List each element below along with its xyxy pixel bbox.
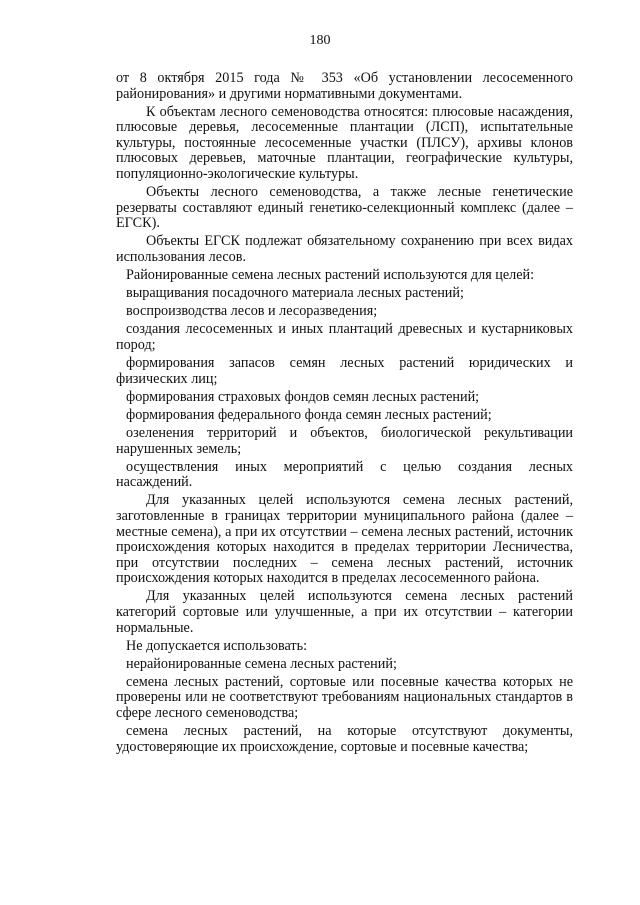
paragraph: Объекты ЕГСК подлежат обязательному сохранению при всех видах использования лесов. — [116, 233, 573, 266]
page-number: 180 — [309, 33, 331, 48]
list-intro: Районированные семена лесных растений используются для целей: — [126, 267, 535, 284]
list-item: семена лесных растений, сортовые или посевные качества которых не проверены или не соответствуют требованиям национальных стандартов в сфере лесного семеноводства; — [116, 673, 573, 722]
list-item: воспроизводства лесов и лесоразведения; — [126, 303, 378, 320]
paragraph: Объекты лесного семеноводства, а также лесные генетические резерваты составляют единый генетико-селекционный комплекс (далее – ЕГСК). — [116, 184, 573, 232]
list-item: создания лесосеменных и иных плантаций древесных и кустарниковых пород; — [116, 321, 573, 353]
list-item: осуществления иных мероприятий с целью создания лесных насаждений. — [116, 458, 573, 491]
list-item: формирования страховых фондов семян лесных растений; — [126, 388, 480, 405]
list-item: озеленения территорий и объектов, биологической рекультивации нарушенных земель; — [116, 424, 573, 457]
paragraph: Для указанных целей используются семена лесных растений, заготовленные в границах территории муниципального района (далее – местные семена), а при их отсутствии – семена лесных растений, источник происхождения которых находится в пределах территории Лесничества, при отсутствии последних – семена лесных растений, источник происхождения которых находится в пределах лесосеменного района. — [116, 492, 573, 587]
list-item: формирования федерального фонда семян лесных растений; — [126, 406, 492, 423]
list-item: нерайонированные семена лесных растений; — [126, 655, 397, 672]
paragraph: К объектам лесного семеноводства относятся: плюсовые насаждения, плюсовые деревья, лесосеменные плантации (ЛСП), испытательные культуры, постоянные лесосеменные участки (ПЛСУ), архивы клонов плюсовых деревьев, маточные плантации, географические культуры, популяционно-экологические культуры. — [116, 103, 573, 183]
document-body — [116, 71, 573, 758]
list-intro: Не допускается использовать: — [126, 637, 308, 654]
paragraph: Для указанных целей используются семена лесных растений категорий сортовые или улучшенные, а при их отсутствии – категории нормальные. — [116, 588, 573, 636]
paragraph: от 8 октября 2015 года № 353 «Об установлении лесосеменного районирования» и другими нормативными документами. — [116, 70, 573, 102]
list-item: выращивания посадочного материала лесных растений; — [126, 285, 464, 302]
list-item: семена лесных растений, на которые отсутствуют документы, удостоверяющие их происхождение, сортовые и посевные качества; — [116, 723, 573, 755]
list-item: формирования запасов семян лесных растений юридических и физических лиц; — [116, 355, 573, 387]
